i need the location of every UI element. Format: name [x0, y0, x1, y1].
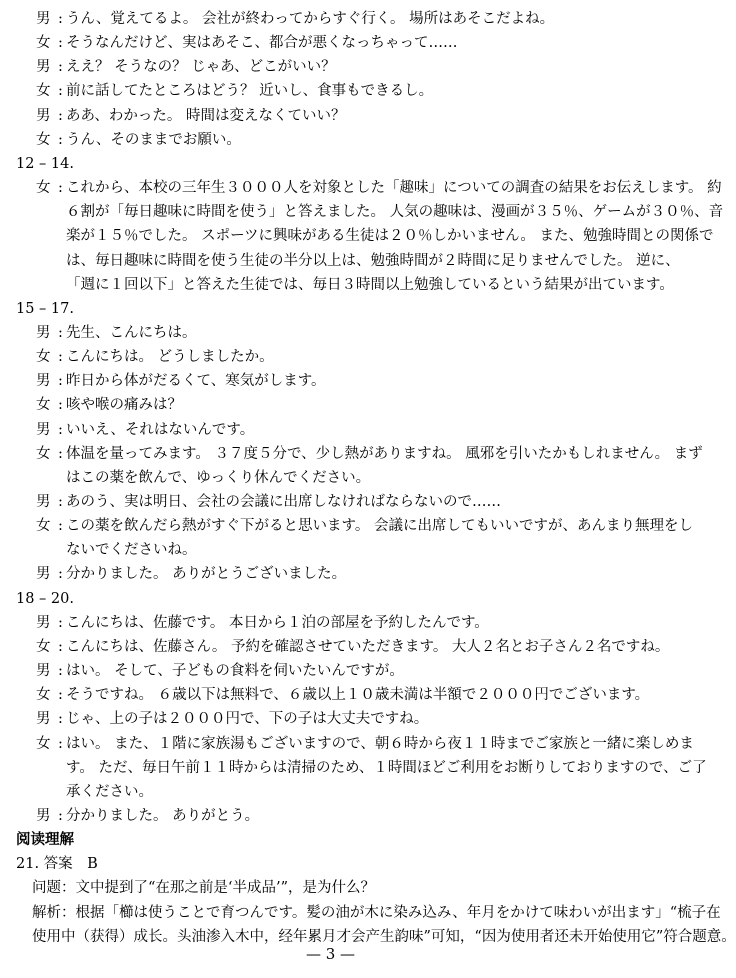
- dialogue-line-continued: [0, 538, 661, 562]
- dialogue-line: 男 : 分かりました。 ありがとう。: [0, 804, 661, 828]
- dialogue-text: うん、覚えてるよ。 会社が終わってからすぐ行く。 場所はあそこだよね。: [66, 11, 555, 27]
- dialogue-line: 女 : 咳や喉の痛みは？: [0, 393, 661, 417]
- dialogue-line: 男 : ええ？ そうなの？ じゃあ、どこがいい？: [0, 55, 661, 79]
- monologue-text: 「週に１回以下」と答えた生徒では、毎日３時間以上勉強しているという結果が出ています。: [66, 276, 674, 293]
- question-line-text: 问题：文中提到了“在那之前是‘半成品’”，是为什么？: [32, 880, 376, 897]
- speaker-label: 男: [36, 373, 51, 390]
- dialogue-text: 承ください。: [66, 783, 153, 800]
- dialogue-text: そうですね。 ６歳以下は無料で、６歳以上１０歳未満は半額で２０００円でございます。: [66, 687, 650, 704]
- monologue-line: 女 : これから、本校の三年生３０００人を対象とした「趣味」についての調査の結果をお伝えします。 約: [0, 176, 661, 200]
- dialogue-line: 男 : じゃ、上の子は２０００円で、下の子は大丈夫ですね。: [0, 707, 661, 731]
- speaker-label: 女: [36, 180, 51, 197]
- monologue-line: [0, 249, 680, 273]
- dialogue-line: 女 : そうなんだけど、実はあそこ、都合が悪くなっちゃって……: [0, 31, 661, 55]
- dialogue-line: 男 : 昨日から体がだるくて、寒気がします。: [0, 369, 661, 393]
- dialogue-text: じゃ、上の子は２０００円で、下の子は大丈夫ですね。: [66, 711, 429, 728]
- monologue-text: ６割が「毎日趣味に時間を使う」と答えました。 人気の趣味は、漫画が３５％、ゲームが３０％、音: [66, 204, 724, 221]
- speaker-label: 男: [36, 711, 51, 728]
- dialogue-line: 女 : はい。 また、１階に家族湯もございますので、朝６時から夜１１時までご家族と一緒に楽しめま: [0, 732, 661, 756]
- dialogue-text: うん、そのままでお願い。: [66, 131, 241, 148]
- reading-section-title: 阅读理解: [16, 831, 74, 849]
- dialogue-line: 女 : この薬を飲んだら熱がすぐ下がると思います。 会議に出席してもいいですが、あんまり無理をし: [0, 514, 661, 538]
- dialogue-text: 先生、こんにちは。: [66, 324, 197, 341]
- speaker-label: 男: [36, 59, 51, 76]
- dialogue-text: はい。 そして、子どもの食料を伺いたいんですが。: [66, 663, 404, 680]
- analysis-line: [0, 901, 721, 925]
- dialogue-line: 女 : こんにちは。 どうしましたか。: [0, 345, 661, 369]
- monologue-line: [0, 273, 674, 297]
- dialogue-text: こんにちは、佐藤さん。 予約を確認させていただきます。 大人２名とお子さん２名ですね。: [66, 638, 670, 655]
- dialogue-text: 分かりました。 ありがとう。: [66, 807, 260, 824]
- speaker-label: 女: [36, 445, 51, 462]
- speaker-label: 男: [36, 614, 51, 631]
- speaker-label: 女: [36, 349, 51, 366]
- dialogue-line: 女 : そうですね。 ６歳以下は無料で、６歳以上１０歳未満は半額で２０００円でございます。: [0, 683, 661, 707]
- answer-line: 21. 答案 B: [16, 856, 98, 873]
- dialogue-text: はこの薬を飲んで、ゆっくり休んでください。: [66, 469, 371, 486]
- dialogue-text: はい。 また、１階に家族湯もございますので、朝６時から夜１１時までご家族と一緒に楽しめま: [66, 735, 694, 752]
- section-heading: 12 – 14.: [16, 155, 74, 172]
- monologue-line: [0, 224, 714, 248]
- dialogue-text: す。 ただ、毎日午前１１時からは清掃のため、１時間ほどご利用をお断りしておりますので、ご了: [66, 759, 707, 776]
- speaker-label: 女: [36, 35, 51, 52]
- section-heading: 18 – 20.: [16, 590, 74, 607]
- speaker-label: 男: [36, 11, 51, 27]
- dialogue-line: 男 : 分かりました。 ありがとうございました。: [0, 562, 661, 586]
- dialogue-text: そうなんだけど、実はあそこ、都合が悪くなっちゃって……: [66, 35, 458, 52]
- dialogue-text: 分かりました。 ありがとうございました。: [66, 566, 347, 583]
- analysis-line-text: 解析：根据「櫛は使うことで育つんです。髪の油が木に染み込み、年月をかけて味わいが出ます」“梳子在: [32, 904, 721, 921]
- speaker-label: 女: [36, 638, 51, 655]
- dialogue-line: 女 : うん、そのままでお願い。: [0, 128, 661, 152]
- speaker-label: 女: [36, 518, 51, 535]
- speaker-label: 男: [36, 494, 51, 510]
- dialogue-line: 男 : はい。 そして、子どもの食料を伺いたいんですが。: [0, 659, 661, 683]
- dialogue-line-continued: [0, 780, 661, 804]
- dialogue-text: この薬を飲んだら熱がすぐ下がると思います。 会議に出席してもいいですが、あんまり無理をし: [66, 518, 693, 535]
- dialogue-line: 男 : いいえ、それはないんです。: [0, 418, 661, 442]
- monologue-text: は、毎日趣味に時間を使う生徒の半分以上は、勉強時間が２時間に足りませんでした。 逆に、: [66, 252, 680, 269]
- speaker-label: 男: [36, 807, 51, 824]
- analysis-line-continued-text: 使用中（获得）成长。头油渗入木中，经年累月才会产生韵味”可知，“因为使用者还未开始使用它”符合题意。: [32, 928, 736, 945]
- dialogue-line-continued: [0, 466, 661, 490]
- dialogue-text: 体温を量ってみます。 ３７度５分で、少し熱がありますね。 風邪を引いたかもしれません。 まず: [66, 445, 703, 462]
- speaker-label: 男: [36, 324, 51, 341]
- dialogue-text: ないでくださいね。: [66, 542, 197, 559]
- speaker-label: 女: [36, 735, 51, 752]
- dialogue-text: 咳や喉の痛みは？: [66, 397, 182, 414]
- dialogue-text: こんにちは、佐藤です。 本日から１泊の部屋を予約したんです。: [66, 614, 489, 631]
- speaker-label: 女: [36, 397, 51, 414]
- dialogue-text: ええ？ そうなの？ じゃあ、どこがいい？: [66, 59, 336, 76]
- speaker-label: 男: [36, 566, 51, 583]
- dialogue-line-continued: [0, 756, 707, 780]
- dialogue-line: 男 : ああ、わかった。 時間は変えなくていい？: [0, 104, 661, 128]
- page-number: — 3 —: [305, 945, 356, 963]
- dialogue-line: 女 : 体温を量ってみます。 ３７度５分で、少し熱がありますね。 風邪を引いたかもしれません。 まず: [0, 442, 661, 466]
- speaker-label: 女: [36, 131, 51, 148]
- dialogue-line: 女 : 前に話してたところはどう？ 近いし、食事もできるし。: [0, 79, 661, 103]
- dialogue-text: あのう、実は明日、会社の会議に出席しなければならないので……: [66, 494, 501, 510]
- dialogue-line: 男 : あのう、実は明日、会社の会議に出席しなければならないので……: [0, 490, 661, 514]
- question-line: [0, 876, 661, 900]
- speaker-label: 男: [36, 421, 51, 438]
- monologue-text: 楽が１５％でした。 スポーツに興味がある生徒は２０％しかいません。 また、勉強時間との関係で: [66, 228, 714, 245]
- dialogue-text: 昨日から体がだるくて、寒気がします。: [66, 373, 326, 390]
- speaker-label: 男: [36, 663, 51, 680]
- dialogue-line: 女 : こんにちは、佐藤さん。 予約を確認させていただきます。 大人２名とお子さん２名ですね。: [0, 635, 661, 659]
- speaker-label: 女: [36, 687, 51, 704]
- speaker-label: 女: [36, 83, 51, 100]
- dialogue-line: 男 : うん、覚えてるよ。 会社が終わってからすぐ行く。 場所はあそこだよね。: [0, 7, 661, 31]
- dialogue-line: 男 : 先生、こんにちは。: [0, 321, 661, 345]
- dialogue-line: 男 : こんにちは、佐藤です。 本日から１泊の部屋を予約したんです。: [0, 611, 661, 635]
- monologue-text: これから、本校の三年生３０００人を対象とした「趣味」についての調査の結果をお伝えします。 約: [66, 180, 722, 197]
- speaker-label: 男: [36, 107, 51, 124]
- dialogue-text: いいえ、それはないんです。: [66, 421, 255, 438]
- monologue-line: [0, 200, 724, 224]
- section-heading: 15 – 17.: [16, 300, 74, 317]
- dialogue-text: ああ、わかった。 時間は変えなくていい？: [66, 107, 346, 124]
- dialogue-text: 前に話してたところはどう？ 近いし、食事もできるし。: [66, 83, 434, 100]
- dialogue-text: こんにちは。 どうしましたか。: [66, 349, 274, 366]
